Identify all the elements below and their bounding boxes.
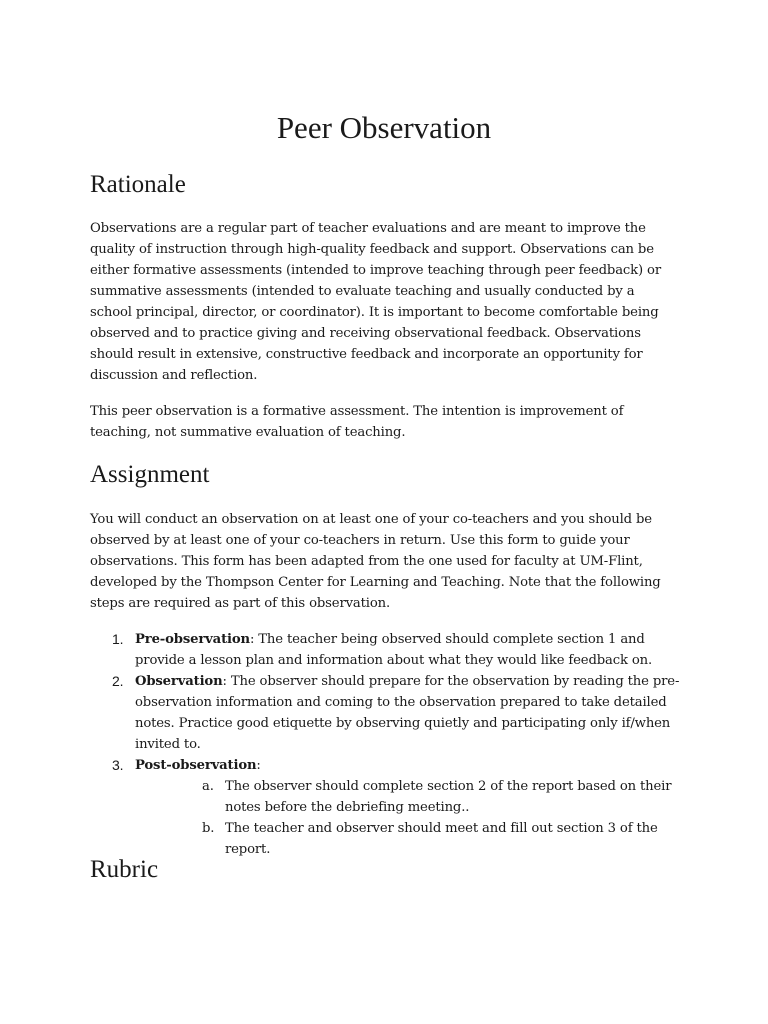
step-number: 3. — [112, 757, 124, 773]
step-text: : The observer should prepare for the observation by reading the pre-observation information and coming to the observation prepared to take detailed notes. Practice good etiquette by observing quietly and participating only if/when invited to. — [135, 674, 680, 752]
substep-letter: a. — [202, 779, 214, 794]
step-number: 1. — [112, 631, 124, 647]
rationale-paragraph-2: This peer observation is a formative assessment. The intention is improvement of teaching, not summative evaluation of teaching. — [90, 404, 624, 440]
substep-text: The teacher and observer should meet and fill out section 3 of the report. — [225, 821, 658, 857]
substep-complete-report — [135, 776, 680, 818]
step-text: : — [256, 758, 261, 773]
step-post-observation — [90, 755, 680, 860]
assignment-intro: You will conduct an observation on at least one of your co-teachers and you should be observed by at least one of your co-teachers in return. Use this form to guide your observations. This form has been adapted from the one used for faculty at UM-Flint, developed by the Thompson Center for Learning and Teaching. Note that the following steps are required as part of this observation. — [90, 512, 661, 611]
assignment-heading: Assignment — [90, 461, 210, 488]
document-title: Peer Observation — [276, 110, 492, 145]
step-term: Post-observation — [135, 758, 257, 773]
step-observation — [90, 671, 680, 755]
step-pre-observation — [90, 629, 680, 671]
rationale-heading: Rationale — [90, 171, 186, 198]
rubric-heading: Rubric — [90, 856, 159, 883]
step-term: Observation — [135, 674, 223, 689]
rationale-paragraph-1: Observations are a regular part of teacher evaluations and are meant to improve the quality of instruction through high-quality feedback and support. Observations can be either formative assessments (intended to improve teaching through peer feedback) or summative assessments (intended to evaluate teaching and usually conducted by a school principal, director, or coordinator). It is important to become comfortable being observed and to practice giving and receiving observational feedback. Observations should result in extensive, constructive feedback and incorporate an opportunity for discussion and reflection. — [90, 221, 661, 383]
assignment-steps-list — [90, 629, 680, 860]
step-term: Pre-observation — [135, 632, 250, 647]
step-text: : The teacher being observed should complete section 1 and provide a lesson plan and information about what they would like feedback on. — [135, 632, 653, 668]
step-number: 2. — [112, 673, 124, 689]
substep-letter: b. — [202, 821, 215, 836]
substep-debrief-meeting — [135, 818, 680, 860]
post-observation-substeps — [135, 776, 680, 860]
substep-text: The observer should complete section 2 of the report based on their notes before the debriefing meeting.. — [225, 779, 672, 815]
